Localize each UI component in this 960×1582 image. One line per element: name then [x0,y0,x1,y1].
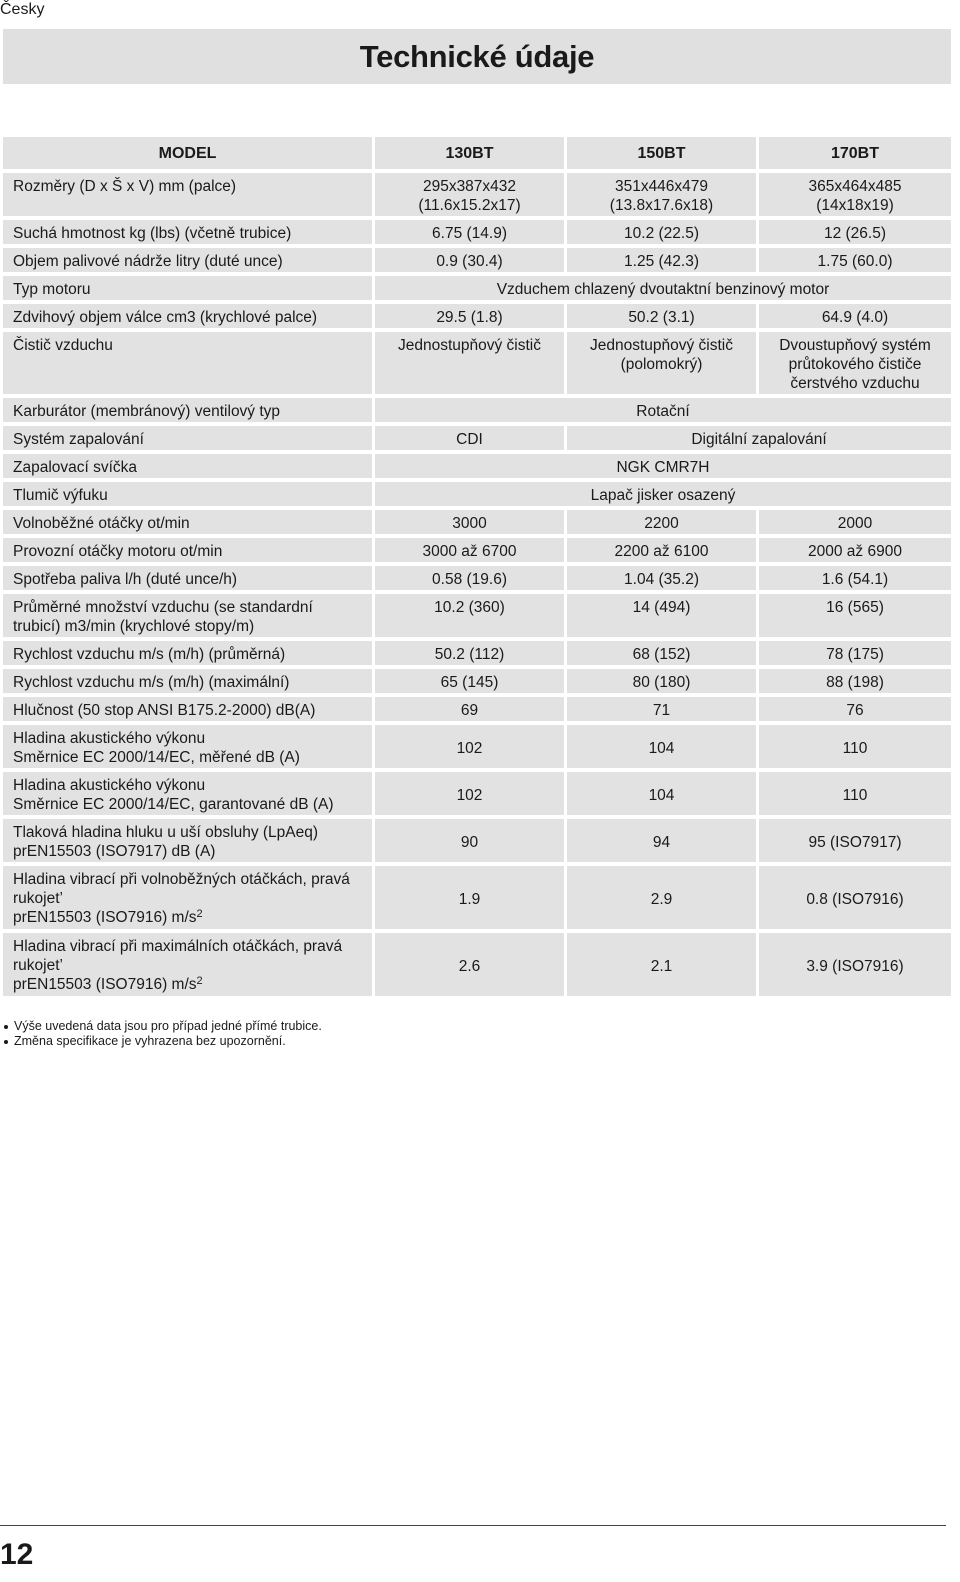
value-cell-170bt: 110 [759,772,951,815]
row-label: Čistič vzduchu [3,332,375,394]
table-row [3,697,951,721]
row-label-text: Hladina vibrací při volnoběžných otáčkách, pravá rukojet’ prEN15503 (ISO7916) m/s [13,871,350,926]
column-header: 130BT [375,137,567,169]
value-cell-150bt: 71 [567,697,759,721]
row-label: Systém zapalování [3,426,375,450]
title-bar [3,29,951,84]
value-cell-130bt: 1.9 [375,866,567,929]
merged-value-cell: NGK CMR7H [375,454,951,478]
row-label: Rychlost vzduchu m/s (m/h) (průměrná) [3,641,375,665]
value-cell-150bt: 351x446x479 (13.8x17.6x18) [567,173,759,216]
row-label: Rozměry (D x Š x V) mm (palce) [3,173,375,216]
spec-table [3,133,951,1000]
value-cell-130bt: 29.5 (1.8) [375,304,567,328]
page-title: Technické údaje [359,38,595,74]
value-cell-150bt: Jednostupňový čistič (polomokrý) [567,332,759,394]
footer-divider [0,1525,946,1526]
value-cell-170bt: 64.9 (4.0) [759,304,951,328]
notes [4,1019,322,1049]
value-cell-170bt: 76 [759,697,951,721]
column-header: 150BT [567,137,759,169]
value-cell-150bt: 2200 až 6100 [567,538,759,562]
value-cell-170bt: 2000 až 6900 [759,538,951,562]
value-cell-150bt: 10.2 (22.5) [567,220,759,244]
row-label: Rychlost vzduchu m/s (m/h) (maximální) [3,669,375,693]
value-cell-170bt: 365x464x485 (14x18x19) [759,173,951,216]
table-row [3,304,951,328]
row-label: Typ motoru [3,276,375,300]
table-row [3,933,951,996]
value-cell-130bt: 295x387x432 (11.6x15.2x17) [375,173,567,216]
bullet-icon [4,1025,8,1029]
row-label-text: Hladina vibrací při maximálních otáčkách, pravá rukojet’ prEN15503 (ISO7916) m/s [13,938,343,993]
value-cell-130bt: 3000 [375,510,567,534]
table-row [3,454,951,478]
merged-value-cell: Lapač jisker osazený [375,482,951,506]
table-row [3,510,951,534]
column-header: MODEL [3,137,375,169]
language-label: Česky [0,1,45,18]
value-cell-150bt: 80 (180) [567,669,759,693]
value-cell-170bt: 95 (ISO7917) [759,819,951,862]
merged-value-cell: Digitální zapalování [567,426,951,450]
value-cell-170bt: 78 (175) [759,641,951,665]
value-cell-150bt: 1.04 (35.2) [567,566,759,590]
value-cell-150bt: 2.9 [567,866,759,929]
row-label: Karburátor (membránový) ventilový typ [3,398,375,422]
value-cell-130bt: 69 [375,697,567,721]
value-cell-170bt: 110 [759,725,951,768]
row-label-superscript: 2 [196,908,203,920]
row-label: Hladina akustického výkonu Směrnice EC 2000/14/EC, garantované dB (A) [3,772,375,815]
row-label: Hlučnost (50 stop ANSI B175.2-2000) dB(A) [3,697,375,721]
note-item: Výše uvedená data jsou pro případ jedné přímé trubice. [4,1019,322,1034]
table-row [3,866,951,929]
table-row [3,398,951,422]
value-cell-150bt: 68 (152) [567,641,759,665]
table-row [3,566,951,590]
value-cell-130bt: 102 [375,772,567,815]
value-cell-130bt: 90 [375,819,567,862]
table-header-row [3,137,951,169]
value-cell-170bt: 1.75 (60.0) [759,248,951,272]
value-cell-150bt: 2200 [567,510,759,534]
row-label: Průměrné množství vzduchu (se standardní trubicí) m3/min (krychlové stopy/m) [3,594,375,637]
table-row [3,276,951,300]
value-cell-170bt: 3.9 (ISO7916) [759,933,951,996]
table-row [3,594,951,637]
value-cell-150bt: 14 (494) [567,594,759,637]
row-label: Provozní otáčky motoru ot/min [3,538,375,562]
value-cell-150bt: 94 [567,819,759,862]
value-cell-150bt: 2.1 [567,933,759,996]
value-cell-150bt: 104 [567,725,759,768]
value-cell-130bt: 0.58 (19.6) [375,566,567,590]
value-cell-130bt: 6.75 (14.9) [375,220,567,244]
value-cell-130bt: CDI [375,426,567,450]
table-row [3,482,951,506]
row-label-superscript: 2 [196,975,203,987]
page-number: 12 [0,1538,34,1571]
row-label: Volnoběžné otáčky ot/min [3,510,375,534]
value-cell-130bt: 0.9 (30.4) [375,248,567,272]
value-cell-130bt: 102 [375,725,567,768]
value-cell-170bt: 0.8 (ISO7916) [759,866,951,929]
row-label: Zapalovací svíčka [3,454,375,478]
table-row [3,669,951,693]
value-cell-130bt: 65 (145) [375,669,567,693]
row-label: Tlaková hladina hluku u uší obsluhy (LpAeq) prEN15503 (ISO7917) dB (A) [3,819,375,862]
value-cell-130bt: 2.6 [375,933,567,996]
bullet-icon [4,1040,8,1044]
table-row [3,426,951,450]
row-label: Objem palivové nádrže litry (duté unce) [3,248,375,272]
table-row [3,641,951,665]
table-row [3,248,951,272]
table-row [3,220,951,244]
table-row [3,772,951,815]
value-cell-130bt: 10.2 (360) [375,594,567,637]
merged-value-cell: Vzduchem chlazený dvoutaktní benzinový motor [375,276,951,300]
value-cell-130bt: 50.2 (112) [375,641,567,665]
table-row [3,725,951,768]
value-cell-170bt: 88 (198) [759,669,951,693]
row-label: Suchá hmotnost kg (lbs) (včetně trubice) [3,220,375,244]
row-label [3,866,375,929]
note-item: Změna specifikace je vyhrazena bez upozornění. [4,1034,322,1049]
table-row [3,173,951,216]
value-cell-150bt: 104 [567,772,759,815]
row-label: Hladina akustického výkonu Směrnice EC 2000/14/EC, měřené dB (A) [3,725,375,768]
value-cell-170bt: 2000 [759,510,951,534]
value-cell-170bt: Dvoustupňový systém průtokového čističe čerstvého vzduchu [759,332,951,394]
table-row [3,332,951,394]
row-label: Zdvihový objem válce cm3 (krychlové palce) [3,304,375,328]
value-cell-150bt: 1.25 (42.3) [567,248,759,272]
row-label: Spotřeba paliva l/h (duté unce/h) [3,566,375,590]
value-cell-170bt: 12 (26.5) [759,220,951,244]
table-row [3,819,951,862]
value-cell-130bt: 3000 až 6700 [375,538,567,562]
value-cell-170bt: 1.6 (54.1) [759,566,951,590]
value-cell-170bt: 16 (565) [759,594,951,637]
column-header: 170BT [759,137,951,169]
value-cell-130bt: Jednostupňový čistič [375,332,567,394]
table-row [3,538,951,562]
row-label: Tlumič výfuku [3,482,375,506]
value-cell-150bt: 50.2 (3.1) [567,304,759,328]
row-label [3,933,375,996]
merged-value-cell: Rotační [375,398,951,422]
